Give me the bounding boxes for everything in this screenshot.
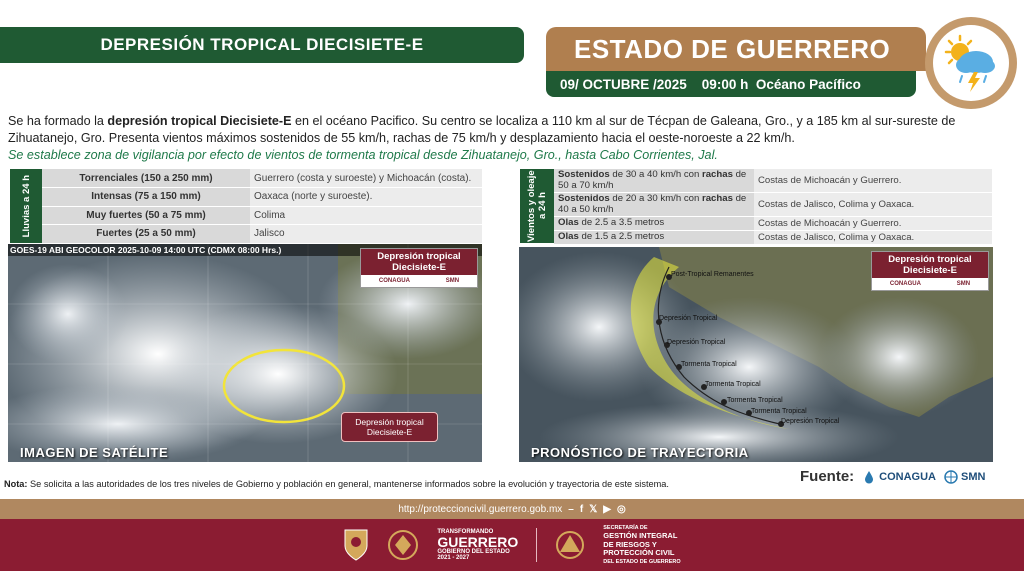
url-bar — [0, 499, 1024, 519]
rain-regions: Jalisco — [250, 225, 482, 244]
pc-top: SECRETARÍA DE — [603, 524, 648, 531]
facebook-icon[interactable]: f — [579, 503, 584, 515]
x-icon[interactable]: 𝕏 — [589, 503, 598, 515]
card-logos: CONAGUA SMN — [889, 281, 971, 287]
pc-line-3: PROTECCIÓN CIVIL — [603, 548, 675, 558]
youtube-icon[interactable]: ▶ — [603, 503, 611, 515]
table-row — [42, 225, 482, 244]
title-banner — [0, 27, 524, 63]
system-card — [360, 248, 478, 288]
rain-level: Intensas (75 a 150 mm) — [42, 188, 250, 207]
gov-years: 2021 - 2027 — [437, 555, 470, 561]
table-row — [554, 231, 992, 245]
globe-icon — [944, 470, 958, 484]
rain-tab — [10, 169, 42, 243]
gov-name: GUERRERO — [437, 534, 519, 550]
guerrero-emblem-icon — [387, 529, 419, 561]
state-title-bar — [546, 27, 926, 71]
trajectory-label: PRONÓSTICO DE TRAYECTORIA — [531, 445, 749, 460]
pc-line-1: GESTIÓN INTEGRAL — [603, 531, 678, 541]
trajectory-image — [519, 247, 993, 462]
wind-table — [554, 169, 992, 245]
system-card-title: Depresión tropical Diecisiete-E — [872, 252, 988, 278]
state-shield-icon — [343, 528, 369, 562]
track-point-label: Depresión Tropical — [781, 418, 840, 425]
footnote — [4, 479, 669, 489]
table-row — [42, 169, 482, 188]
system-card — [871, 251, 989, 291]
track-point-label: Tormenta Tropical — [681, 361, 737, 368]
wave-condition: Olas de 1.5 a 2.5 metros — [554, 231, 754, 245]
pc-bottom: DEL ESTADO DE GUERRERO — [603, 558, 681, 565]
page-title: DEPRESIÓN TROPICAL DIECISIETE-E — [100, 35, 424, 54]
government-logo — [437, 529, 518, 561]
track-point-label: Depresión Tropical — [667, 339, 726, 346]
intro-text-b: en el océano Pacifico. Su centro se localiza a 110 km al sur de Técpan de Galeana, Gro., y a 185 km al sur-sureste de Zihuatanejo, Gro. Presenta vientos máximos sostenidos de 55 km/h, rachas de 75 km/h y desplazamiento hacia el oeste-noroeste a 22 km/h. — [8, 114, 956, 145]
rain-regions: Colima — [250, 206, 482, 225]
source-block — [800, 468, 985, 485]
wave-regions: Costas de Jalisco, Colima y Oaxaca. — [754, 231, 992, 245]
system-tag: Depresión tropical Diecisiete-E — [341, 412, 438, 442]
rain-tab-label: Lluvias a 24 h — [20, 174, 32, 238]
footnote-label: Nota: — [4, 479, 28, 489]
state-block — [546, 27, 926, 97]
wind-regions: Costas de Jalisco, Colima y Oaxaca. — [754, 193, 992, 217]
card-logos: CONAGUA SMN — [378, 278, 460, 284]
wind-tab-label: Vientos y oleaje a 24 h — [526, 170, 548, 242]
date-line: 09/ OCTUBRE /2025 09:00 h Océano Pacífico — [560, 76, 861, 92]
rain-level: Muy fuertes (50 a 75 mm) — [42, 206, 250, 225]
civil-protection-logo — [603, 524, 680, 567]
wind-tab — [520, 169, 554, 243]
track-point-label: Post-Tropical Remanentes — [671, 271, 754, 278]
track-point-label: Depresión Tropical — [659, 315, 718, 322]
table-row — [554, 169, 992, 193]
date-bar — [546, 71, 916, 97]
instagram-icon[interactable]: ◎ — [616, 503, 626, 515]
wave-regions: Costas de Michoacán y Guerrero. — [754, 217, 992, 231]
gov-subtitle: GOBIERNO DEL ESTADO — [437, 549, 510, 555]
state-title: ESTADO DE GUERRERO — [574, 33, 891, 64]
smn-logo: SMN — [944, 470, 985, 484]
wind-condition: Sostenidos de 30 a 40 km/h con rachas de 50 a 70 km/h — [554, 169, 754, 193]
source-label: Fuente: — [800, 468, 855, 485]
wave-condition: Olas de 2.5 a 3.5 metros — [554, 217, 754, 231]
table-row — [42, 206, 482, 225]
system-card-title: Depresión tropical Diecisiete-E — [361, 249, 477, 275]
sun-cloud-storm-icon — [940, 32, 1002, 94]
satellite-header: GOES-19 ABI GEOCOLOR 2025-10-09 14:00 UTC (CDMX 08:00 Hrs.) — [8, 244, 482, 256]
weather-badge — [925, 17, 1017, 109]
gov-tagline: TRANSFORMANDO — [437, 529, 494, 535]
wind-regions: Costas de Michoacán y Guerrero. — [754, 169, 992, 193]
conagua-logo: CONAGUA — [862, 470, 936, 484]
footnote-text: Se solicita a las autoridades de los tres niveles de Gobierno y población en general, mantenerse informados sobre la evolución y trayectoria de este sistema. — [27, 479, 669, 489]
intro-paragraph — [8, 113, 998, 146]
rain-level: Fuertes (25 a 50 mm) — [42, 225, 250, 244]
intro-text-a: Se ha formado la — [8, 114, 108, 128]
pc-line-2: DE RIESGOS Y — [603, 539, 657, 549]
alert-line: Se establece zona de vigilancia por efecto de vientos de tormenta tropical desde Zihuatanejo, Gro., hasta Cabo Corrientes, Jal. — [8, 148, 718, 162]
divider — [536, 528, 537, 562]
civil-protection-icon — [555, 530, 585, 560]
table-row — [554, 217, 992, 231]
satellite-image — [8, 244, 482, 462]
track-point-label: Tormenta Tropical — [727, 397, 783, 404]
website-link[interactable]: http://proteccioncivil.guerrero.gob.mx — [398, 503, 563, 515]
wind-condition: Sostenidos de 20 a 30 km/h con rachas de 40 a 50 km/h — [554, 193, 754, 217]
rain-regions: Oaxaca (norte y suroeste). — [250, 188, 482, 207]
water-drop-icon — [862, 470, 876, 484]
rain-regions: Guerrero (costa y suroeste) y Michoacán (costa). — [250, 169, 482, 188]
track-point-label: Tormenta Tropical — [751, 408, 807, 415]
intro-system-name: depresión tropical Diecisiete-E — [107, 114, 292, 128]
table-row — [554, 193, 992, 217]
government-footer — [0, 519, 1024, 571]
track-point-label: Tormenta Tropical — [705, 381, 761, 388]
table-row — [42, 188, 482, 207]
rain-table — [42, 169, 482, 244]
rain-level: Torrenciales (150 a 250 mm) — [42, 169, 250, 188]
separator: – — [568, 503, 574, 515]
satellite-label: IMAGEN DE SATÉLITE — [20, 445, 169, 460]
